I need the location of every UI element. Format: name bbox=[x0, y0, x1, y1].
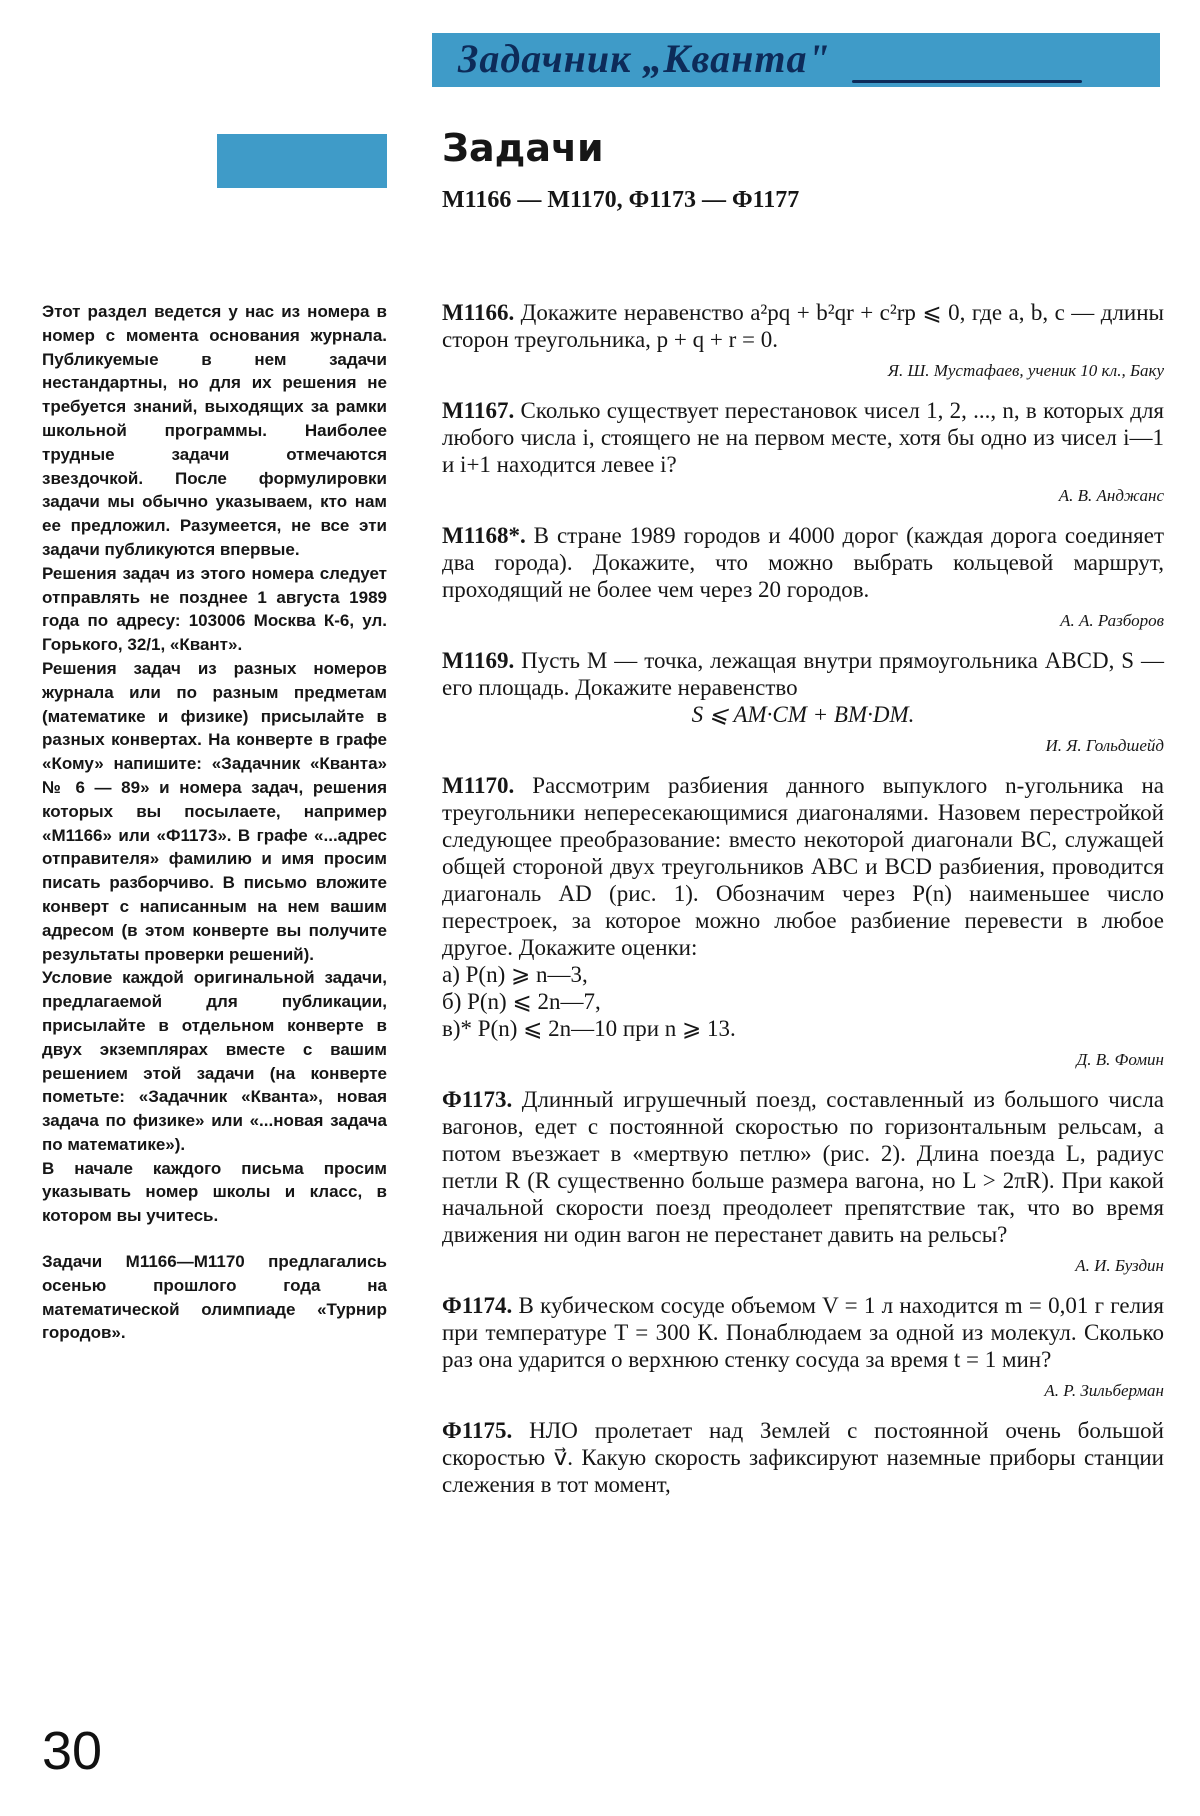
banner-title: Задачник „Кванта" bbox=[458, 36, 831, 81]
problem-m1170 bbox=[442, 772, 1164, 1072]
problem-f1175 bbox=[442, 1417, 1164, 1498]
decorative-blue-block bbox=[217, 134, 387, 188]
problem-item-a: а) P(n) ⩾ n—3, bbox=[442, 962, 588, 987]
problem-formula: S ⩽ AM·CM + BM·DM. bbox=[691, 702, 915, 727]
header-banner bbox=[432, 33, 1160, 87]
problem-code: М1168*. bbox=[442, 523, 526, 548]
problem-body bbox=[442, 522, 1164, 603]
page-title: Задачи bbox=[442, 126, 604, 170]
problem-author: А. В. Анджанс bbox=[1058, 486, 1164, 505]
problem-text: Сколько существует перестановок чисел 1, 2, ..., n, в которых для любого числа i, стоящего не на первом месте, хотя бы одно из чисел i—1 и i+1 находится левее i? bbox=[442, 398, 1165, 477]
sidebar-envelopes: Решения задач из разных номеров журнала или по разным предметам (математике и физике) присылайте в разных конвертах. На конверте в графе «Кому» напишите: «Задачник «Кванта» № 6 — 89» и номера задач, решения которых вы посылаете, например «М1166» или «Ф1173». В графе «...адрес отправителя» фамилию и имя просим писать разборчиво. В письмо вложите конверт с написанным на нем вашим адресом (в этом конверте вы получите результаты проверки решений). bbox=[42, 658, 387, 964]
problem-text: НЛО пролетает над Землей с постоянной очень большой скоростью v⃗. Какую скорость зафиксируют наземные приборы станции слежения в тот момент, bbox=[442, 1418, 1164, 1497]
problem-code: Ф1173. bbox=[442, 1087, 513, 1112]
sidebar-original-problems: Условие каждой оригинальной задачи, предлагаемой для публикации, присылайте в отдельном конверте в двух экземплярах вместе с вашим решением этой задачи (на конверте пометьте: «Задачник «Кванта», новая задача по физике» или «...новая задача по математике»). bbox=[42, 968, 387, 1154]
problem-m1167 bbox=[442, 397, 1164, 508]
problem-m1169 bbox=[442, 647, 1164, 758]
problem-text: В кубическом сосуде объемом V = 1 л находится m = 0,01 г гелия при температуре T = 300 К. Понаблюдаем за одной из молекул. Сколько раз она ударится о верхнюю стенку сосуда за время t = 1 мин? bbox=[442, 1293, 1164, 1372]
problem-author: А. Р. Зильберман bbox=[1044, 1381, 1164, 1400]
problem-text: Пусть M — точка, лежащая внутри прямоугольника ABCD, S — его площадь. Докажите неравенство bbox=[442, 648, 1165, 700]
problem-author: А. А. Разборов bbox=[1060, 611, 1164, 630]
problem-author: Д. В. Фомин bbox=[1076, 1050, 1164, 1069]
problem-code: М1169. bbox=[442, 648, 515, 673]
page-number: 30 bbox=[42, 1721, 103, 1781]
problem-f1173 bbox=[442, 1086, 1164, 1278]
problem-code: М1170. bbox=[442, 773, 515, 798]
problem-body bbox=[442, 299, 1164, 353]
problems-column bbox=[442, 299, 1164, 1512]
problem-code: Ф1174. bbox=[442, 1293, 513, 1318]
problem-item-c: в)* P(n) ⩽ 2n—10 при n ⩾ 13. bbox=[442, 1016, 736, 1041]
sidebar-tournament-note: Задачи М1166—М1170 предлагались осенью прошлого года на математической олимпиаде «Турнир городов». bbox=[42, 1252, 387, 1343]
sidebar-intro: Этот раздел ведется у нас из номера в номер с момента основания журнала. Публикуемые в нем задачи нестандартны, но для их решения не требуется знаний, выходящих за рамки школьной программы. Наиболее трудные задачи отмечаются звездочкой. После формулировки задачи мы обычно указываем, кто нам ее предложил. Разумеется, не все эти задачи публикуются впервые. bbox=[42, 302, 387, 559]
problem-text: Рассмотрим разбиения данного выпуклого n-угольника на треугольники непересекающимися диагоналями. Назовем перестройкой следующее преобразование: вместо некоторой диагонали BC, служащей общей стороной двух треугольников ABC и BCD разбиения, проводится диагональ AD (рис. 1). Обозначим через P(n) наименьшее число перестроек, за которое можно любое разбиение перевести в любое другое. Докажите оценки: bbox=[442, 773, 1165, 960]
problem-code: М1167. bbox=[442, 398, 515, 423]
banner-underline-stroke bbox=[852, 80, 1082, 83]
problem-body bbox=[442, 397, 1164, 478]
problem-text: Докажите неравенство a²pq + b²qr + c²rp ⩽ 0, где a, b, c — длины сторон треугольника, p + q + r = 0. bbox=[442, 300, 1164, 352]
problem-code: М1166. bbox=[442, 300, 515, 325]
problem-body bbox=[442, 1086, 1164, 1248]
problem-body bbox=[442, 1417, 1164, 1498]
page-subtitle: М1166 — М1170, Ф1173 — Ф1177 bbox=[442, 187, 800, 213]
problem-text: Длинный игрушечный поезд, составленный из большого числа вагонов, едет с постоянной скоростью по горизонтальным рельсам, а потом въезжает в «мертвую петлю» (рис. 2). Длина поезда L, радиус петли R (R существенно больше размера вагона, но L > 2πR). При какой начальной скорости поезд преодолеет препятствие так, что во время движения ни один вагон не перестанет давить на рельсы? bbox=[442, 1087, 1165, 1247]
problem-text: В стране 1989 городов и 4000 дорог (каждая дорога соединяет два города). Докажите, что можно выбрать кольцевой маршрут, проходящий не более чем через 20 городов. bbox=[442, 523, 1164, 602]
problem-author: И. Я. Гольдшейд bbox=[1045, 736, 1164, 755]
sidebar-school-note: В начале каждого письма просим указывать номер школы и класс, в котором вы учитесь. bbox=[42, 1158, 387, 1226]
problem-body bbox=[442, 647, 1164, 701]
problem-m1168 bbox=[442, 522, 1164, 633]
problem-m1166 bbox=[442, 299, 1164, 383]
problem-f1174 bbox=[442, 1292, 1164, 1403]
problem-author: Я. Ш. Мустафаев, ученик 10 кл., Баку bbox=[887, 361, 1164, 380]
sidebar-info bbox=[42, 300, 387, 1345]
problem-author: А. И. Буздин bbox=[1075, 1256, 1164, 1275]
problem-body bbox=[442, 772, 1164, 961]
sidebar-deadline: Решения задач из этого номера следует отправлять не позднее 1 августа 1989 года по адресу: 103006 Москва К-6, ул. Горького, 32/1, «Квант». bbox=[42, 563, 387, 655]
problem-item-b: б) P(n) ⩽ 2n—7, bbox=[442, 989, 601, 1014]
problem-code: Ф1175. bbox=[442, 1418, 513, 1443]
problem-body bbox=[442, 1292, 1164, 1373]
